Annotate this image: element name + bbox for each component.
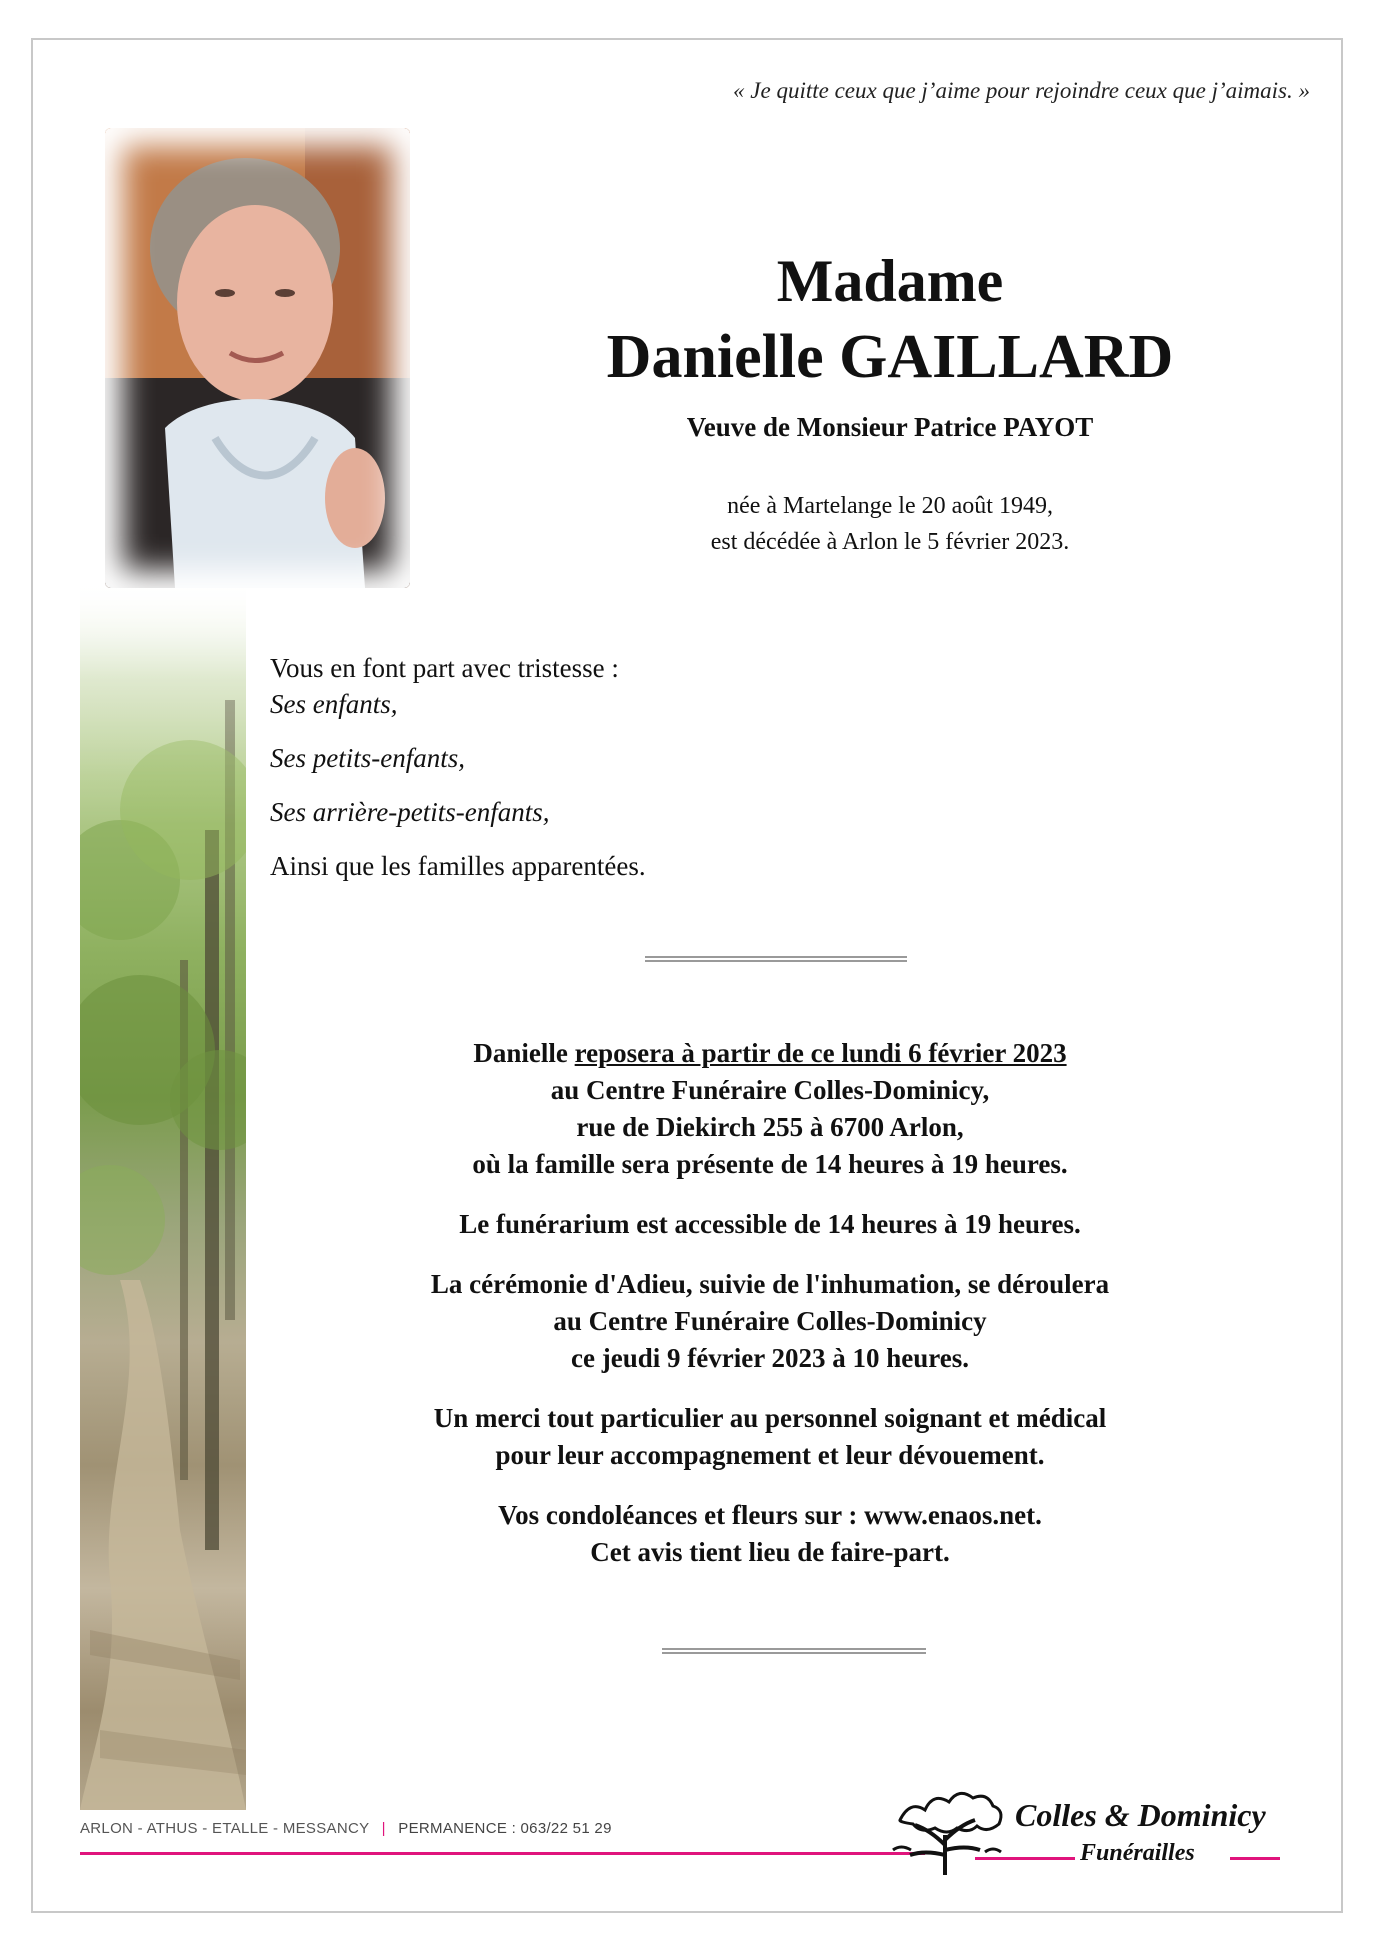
notice-line: Cet avis tient lieu de faire-part. bbox=[590, 1537, 950, 1567]
forest-path-image bbox=[80, 580, 246, 1810]
thanks-line-1: Un merci tout particulier au personnel soignant et médical bbox=[433, 1403, 1107, 1433]
family-relatives: Ainsi que les familles apparentées. bbox=[270, 851, 646, 881]
family-intro: Vous en font part avec tristesse : bbox=[270, 653, 619, 683]
thanks-line-2: pour leur accompagnement et leur dévouement. bbox=[495, 1440, 1045, 1470]
logo-subtitle: Funérailles bbox=[1080, 1840, 1195, 1866]
honorific: Madame bbox=[776, 248, 1004, 314]
widow-of: Veuve de Monsieur Patrice PAYOT bbox=[686, 412, 1094, 442]
family-great-grandchildren: Ses arrière-petits-enfants, bbox=[270, 797, 550, 827]
quote: « Je quitte ceux que j’aime pour rejoindre ceux que j’aimais. » bbox=[733, 78, 1310, 103]
ceremony-line-2: au Centre Funéraire Colles-Dominicy bbox=[553, 1306, 987, 1336]
details-line-3: rue de Diekirch 255 à 6700 Arlon, bbox=[576, 1112, 964, 1142]
funeral-details bbox=[310, 1035, 1230, 1594]
condolences-line: Vos condoléances et fleurs sur : www.enaos.net. bbox=[498, 1500, 1042, 1530]
family-children: Ses enfants, bbox=[270, 689, 398, 719]
details-line-2: au Centre Funéraire Colles-Dominicy, bbox=[550, 1075, 990, 1105]
logo-name: Colles & Dominicy bbox=[1015, 1797, 1266, 1833]
footer-separator: | bbox=[381, 1820, 386, 1837]
funerarium-hours: Le funérarium est accessible de 14 heures à 19 heures. bbox=[459, 1209, 1081, 1239]
ceremony-line-3: ce jeudi 9 février 2023 à 10 heures. bbox=[571, 1343, 969, 1373]
deceased-name: Danielle GAILLARD bbox=[606, 323, 1174, 391]
divider-top bbox=[645, 956, 907, 962]
death-line: est décédée à Arlon le 5 février 2023. bbox=[710, 529, 1070, 555]
ceremony-line-1: La cérémonie d'Adieu, suivie de l'inhumation, se déroulera bbox=[430, 1269, 1110, 1299]
details-line-4: où la famille sera présente de 14 heures à 19 heures. bbox=[472, 1149, 1068, 1179]
family-grandchildren: Ses petits-enfants, bbox=[270, 743, 465, 773]
footer-permanence: PERMANENCE : 063/22 51 29 bbox=[398, 1820, 612, 1837]
footer-contact bbox=[80, 1820, 612, 1837]
title-block bbox=[500, 245, 1280, 447]
footer-line-right bbox=[1230, 1857, 1280, 1860]
birth-death-info bbox=[500, 488, 1280, 560]
portrait-photo bbox=[105, 128, 410, 588]
footer-line-left bbox=[80, 1852, 925, 1855]
footer-locations: ARLON - ATHUS - ETALLE - MESSANCY bbox=[80, 1820, 370, 1837]
details-line-1: Danielle reposera à partir de ce lundi 6 février 2023 bbox=[473, 1038, 1067, 1068]
divider-bottom bbox=[662, 1648, 926, 1654]
birth-line: née à Martelange le 20 août 1949, bbox=[727, 493, 1053, 519]
tree-logo-icon bbox=[885, 1780, 1015, 1880]
family-announcement bbox=[270, 650, 970, 884]
details-underlined: reposera à partir de ce lundi 6 février 2023 bbox=[574, 1038, 1067, 1068]
